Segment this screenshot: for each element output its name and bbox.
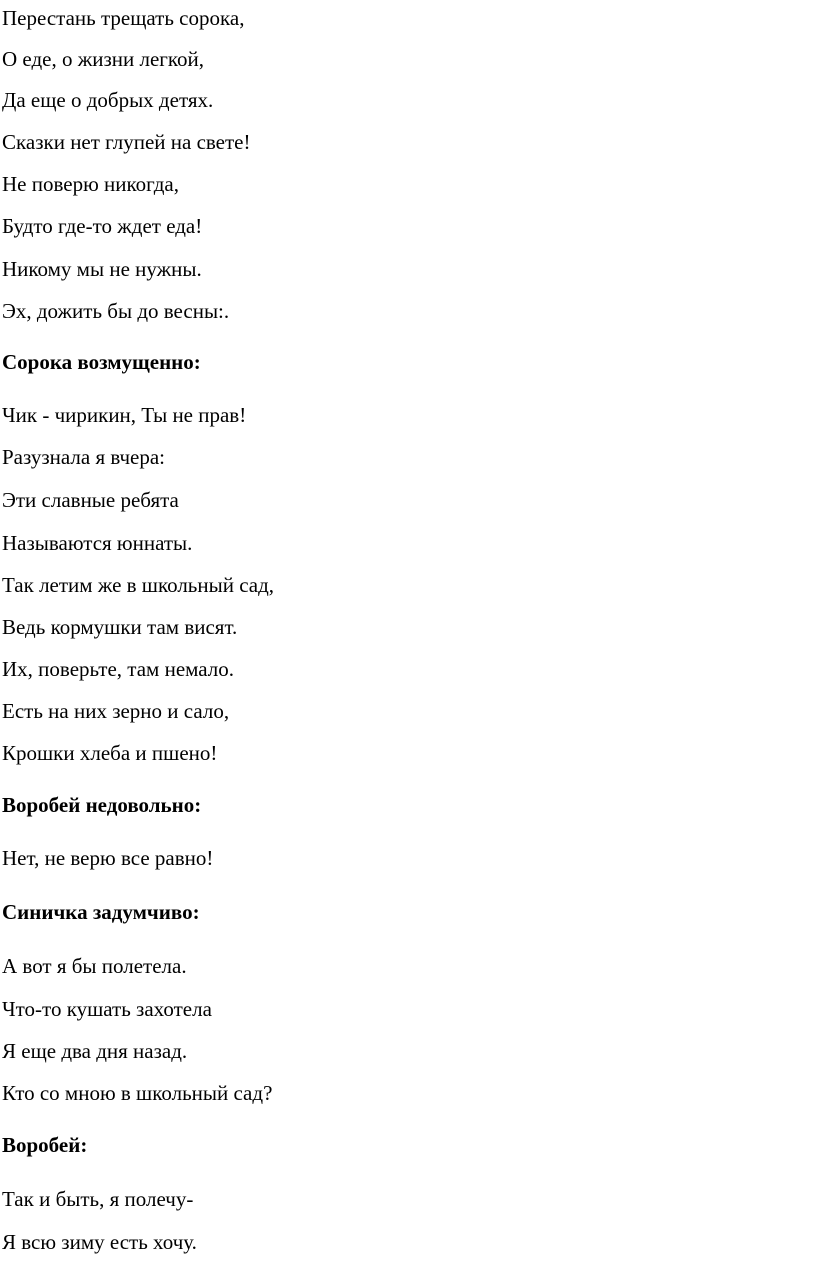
verse-line: Эти славные ребята [2,488,179,512]
verse-line: Эх, дожить бы до весны:. [2,299,230,323]
verse-line: Чик - чирикин, Ты не прав! [2,403,247,427]
verse-line: Перестань трещать сорока, [2,6,245,30]
verse-line: Нет, не верю все равно! [2,846,214,870]
verse-line: Да еще о добрых детях. [2,88,214,112]
verse-line: А вот я бы полетела. [2,954,187,978]
verse-line: Крошки хлеба и пшено! [2,741,218,765]
verse-line: Кто со мною в школьный сад? [2,1081,273,1105]
speaker-heading: Синичка задумчиво: [2,900,200,924]
verse-line: Будто где-то ждет еда! [2,214,203,238]
verse-line: Ведь кормушки там висят. [2,615,238,639]
verse-line: О еде, о жизни легкой, [2,47,205,71]
verse-line: Называются юннаты. [2,531,193,555]
verse-line: Их, поверьте, там немало. [2,657,235,681]
verse-line: Никому мы не нужны. [2,257,202,281]
speaker-heading: Воробей недовольно: [2,793,202,817]
speaker-heading: Воробей: [2,1133,88,1157]
verse-line: Я еще два дня назад. [2,1039,188,1063]
verse-line: Есть на них зерно и сало, [2,699,230,723]
verse-line: Разузнала я вчера: [2,445,166,469]
verse-line: Не поверю никогда, [2,172,179,196]
speaker-heading: Сорока возмущенно: [2,350,201,374]
verse-line: Так и быть, я полечу- [2,1187,194,1211]
verse-line: Так летим же в школьный сад, [2,573,275,597]
verse-line: Сказки нет глупей на свете! [2,130,251,154]
verse-line: Я всю зиму есть хочу. [2,1230,197,1254]
verse-line: Что-то кушать захотела [2,997,212,1021]
